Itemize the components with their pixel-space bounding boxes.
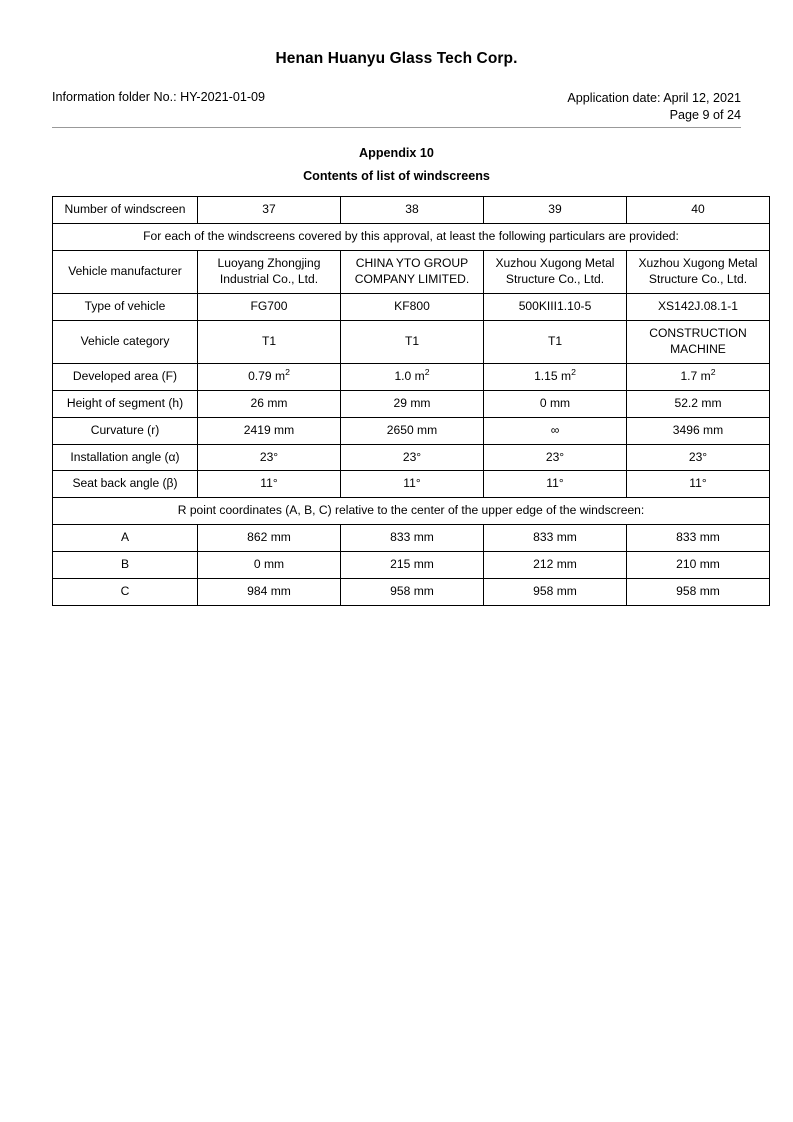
cell-vehicle-category-2: T1 <box>341 320 484 363</box>
table-row <box>53 471 770 498</box>
value-text: 1.7 $m^2$ <box>680 366 716 383</box>
page-title: Henan Huanyu Glass Tech Corp. <box>275 50 518 67</box>
windscreen-number-2: 38 <box>341 197 484 224</box>
contents-subtitle: Contents of list of windscreens <box>303 169 490 183</box>
cell-vehicle-category-4: CONSTRUCTION MACHINE <box>627 320 770 363</box>
table-row-windscreen-numbers <box>53 197 770 224</box>
row-label-installation-angle: Installation angle (α) <box>53 444 198 471</box>
table-row <box>53 525 770 552</box>
cell-seat-back-angle-3: 11° <box>484 471 627 498</box>
windscreen-number-1: 37 <box>198 197 341 224</box>
cell-installation-angle-3: 23° <box>484 444 627 471</box>
cell-curvature-4: 3496 mm <box>627 417 770 444</box>
row-label-height-of-segment: Height of segment (h) <box>53 390 198 417</box>
cell-installation-angle-1: 23° <box>198 444 341 471</box>
header-right-block <box>567 90 741 124</box>
cell-rpoint-b-2: 215 mm <box>341 552 484 579</box>
table-row <box>53 320 770 363</box>
cell-rpoint-b-1: 0 mm <box>198 552 341 579</box>
cell-rpoint-a-4: 833 mm <box>627 525 770 552</box>
row-label-seat-back-angle: Seat back angle (β) <box>53 471 198 498</box>
document-header <box>52 90 741 124</box>
cell-curvature-1: 2419 mm <box>198 417 341 444</box>
cell-vehicle-category-1: T1 <box>198 320 341 363</box>
cell-rpoint-b-4: 210 mm <box>627 552 770 579</box>
cell-vehicle-manufacturer-2: CHINA YTO GROUP COMPANY LIMITED. <box>341 250 484 293</box>
cell-seat-back-angle-1: 11° <box>198 471 341 498</box>
note-rpoint: R point coordinates (A, B, C) relative to the center of the upper edge of the windscreen: <box>53 498 770 525</box>
row-label-curvature: Curvature (r) <box>53 417 198 444</box>
cell-type-of-vehicle-2: KF800 <box>341 293 484 320</box>
table-row <box>53 293 770 320</box>
cell-curvature-3: ∞ <box>484 417 627 444</box>
cell-developed-area-3 <box>484 363 627 390</box>
value-text: 0.79 $m^2$ <box>248 366 290 383</box>
row-label-rpoint-a: A <box>53 525 198 552</box>
cell-type-of-vehicle-3: 500KIII1.10-5 <box>484 293 627 320</box>
row-label-number-of-windscreen: Number of windscreen <box>53 197 198 224</box>
table-row <box>53 579 770 606</box>
value-text: 1.15 $m^2$ <box>534 366 576 383</box>
table-row <box>53 444 770 471</box>
cell-height-of-segment-2: 29 mm <box>341 390 484 417</box>
cell-developed-area-2 <box>341 363 484 390</box>
cell-rpoint-c-1: 984 mm <box>198 579 341 606</box>
cell-vehicle-manufacturer-1: Luoyang Zhongjing Industrial Co., Ltd. <box>198 250 341 293</box>
cell-type-of-vehicle-1: FG700 <box>198 293 341 320</box>
row-label-developed-area: Developed area (F) <box>53 363 198 390</box>
cell-height-of-segment-4: 52.2 mm <box>627 390 770 417</box>
cell-vehicle-manufacturer-4: Xuzhou Xugong Metal Structure Co., Ltd. <box>627 250 770 293</box>
cell-rpoint-c-3: 958 mm <box>484 579 627 606</box>
windscreen-number-4: 40 <box>627 197 770 224</box>
information-folder-number: Information folder No.: HY-2021-01-09 <box>52 90 266 104</box>
cell-height-of-segment-3: 0 mm <box>484 390 627 417</box>
appendix-title: Appendix 10 <box>359 146 434 160</box>
windscreen-table <box>52 196 770 606</box>
table-row <box>53 552 770 579</box>
row-label-rpoint-c: C <box>53 579 198 606</box>
cell-rpoint-a-2: 833 mm <box>341 525 484 552</box>
cell-developed-area-4 <box>627 363 770 390</box>
cell-seat-back-angle-4: 11° <box>627 471 770 498</box>
cell-vehicle-category-3: T1 <box>484 320 627 363</box>
cell-vehicle-manufacturer-3: Xuzhou Xugong Metal Structure Co., Ltd. <box>484 250 627 293</box>
table-row-note-particulars <box>53 223 770 250</box>
value-text: 1.0 $m^2$ <box>394 366 430 383</box>
table-row <box>53 417 770 444</box>
row-label-vehicle-category: Vehicle category <box>53 320 198 363</box>
table-row <box>53 390 770 417</box>
cell-rpoint-c-2: 958 mm <box>341 579 484 606</box>
header-divider <box>52 127 741 128</box>
table-row <box>53 250 770 293</box>
table-row-note-rpoint <box>53 498 770 525</box>
cell-rpoint-a-3: 833 mm <box>484 525 627 552</box>
cell-type-of-vehicle-4: XS142J.08.1-1 <box>627 293 770 320</box>
cell-installation-angle-2: 23° <box>341 444 484 471</box>
windscreen-number-3: 39 <box>484 197 627 224</box>
cell-developed-area-1 <box>198 363 341 390</box>
cell-rpoint-c-4: 958 mm <box>627 579 770 606</box>
cell-installation-angle-4: 23° <box>627 444 770 471</box>
cell-rpoint-a-1: 862 mm <box>198 525 341 552</box>
page-number: Page 9 of 24 <box>669 108 741 122</box>
table-row <box>53 363 770 390</box>
row-label-type-of-vehicle: Type of vehicle <box>53 293 198 320</box>
application-date: Application date: April 12, 2021 <box>567 91 741 105</box>
note-particulars: For each of the windscreens covered by this approval, at least the following particulars are provided: <box>53 223 770 250</box>
cell-seat-back-angle-2: 11° <box>341 471 484 498</box>
row-label-vehicle-manufacturer: Vehicle manufacturer <box>53 250 198 293</box>
cell-rpoint-b-3: 212 mm <box>484 552 627 579</box>
row-label-rpoint-b: B <box>53 552 198 579</box>
cell-curvature-2: 2650 mm <box>341 417 484 444</box>
cell-height-of-segment-1: 26 mm <box>198 390 341 417</box>
